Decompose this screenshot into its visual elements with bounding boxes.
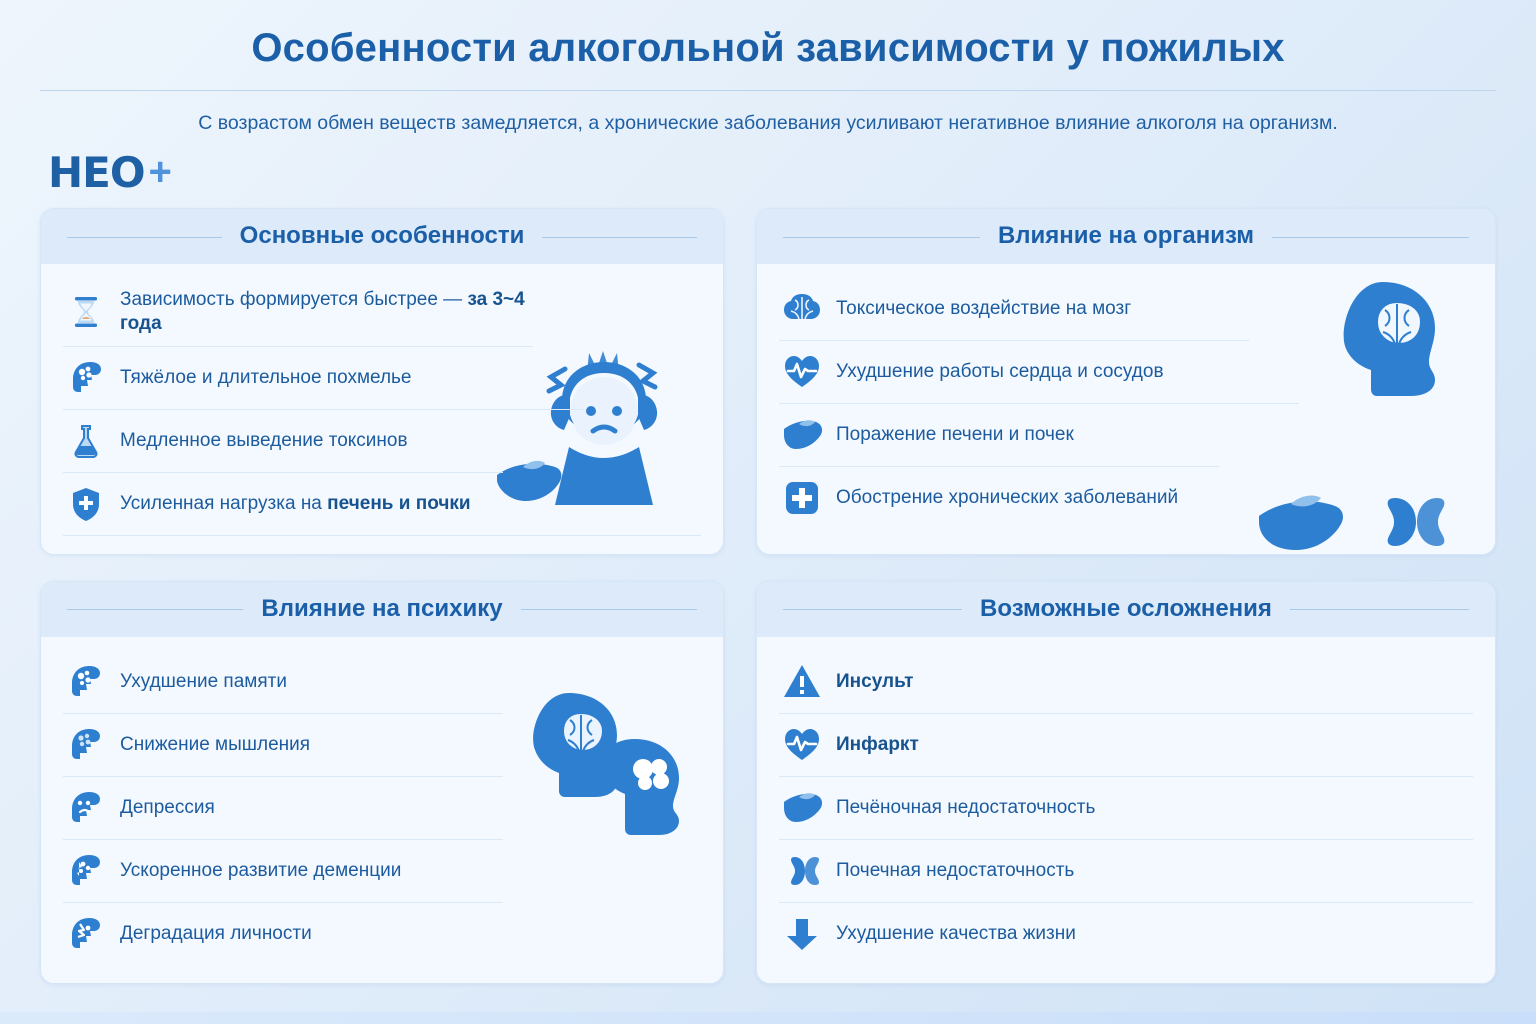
card-main-features (40, 208, 724, 555)
logo-plus-icon: + (148, 150, 172, 194)
list-item-label: Усиленная нагрузка на печень и почки (120, 492, 471, 514)
head-memory-icon (65, 661, 107, 703)
warning-triangle-icon (781, 661, 823, 703)
list-item-label: Зависимость формируется быстрее — за 3~4 года (120, 289, 525, 334)
footer-strip (0, 1012, 1536, 1024)
list-item (63, 777, 503, 840)
card-header (757, 209, 1495, 264)
card-body (757, 637, 1495, 983)
list-item-label: Медленное выведение токсинов (120, 429, 408, 451)
two-heads-illustration (517, 687, 707, 882)
card-body (41, 264, 723, 554)
card-title: Влияние на психику (243, 595, 520, 623)
card-header (41, 209, 723, 264)
list-item-label: Обострение хронических заболеваний (836, 487, 1179, 509)
list-item (779, 404, 1219, 467)
flask-icon (65, 420, 107, 462)
list-item-label: Поражение печени и почек (836, 424, 1074, 446)
list-item-label: Токсическое воздействие на мозг (836, 298, 1132, 320)
brand-logo (48, 148, 172, 197)
kidneys-icon (781, 850, 823, 892)
list-item (779, 777, 1473, 840)
list-item (779, 903, 1473, 965)
brain-icon (781, 288, 823, 330)
list-item-label: Ухудшение памяти (120, 670, 287, 692)
list-item (63, 473, 701, 536)
page-header (0, 0, 1536, 138)
card-complications (756, 581, 1496, 984)
head-thinking-icon (65, 724, 107, 766)
list-item-label: Тяжёлое и длительное похмелье (120, 366, 412, 388)
list-item-label: Инсульт (836, 670, 914, 692)
card-psyche-impact (40, 581, 724, 984)
list-item (63, 347, 583, 410)
list-item (63, 714, 503, 777)
list-item (779, 840, 1473, 903)
page-subtitle: С возрастом обмен веществ замедляется, а хронические заболевания усиливают негативное влияние алкоголя на организм. (198, 112, 1338, 134)
list-item-label: Снижение мышления (120, 733, 311, 755)
list-item (779, 467, 1473, 529)
list-item-label: Почечная недостаточность (836, 859, 1075, 881)
list-item (779, 714, 1473, 777)
card-title: Возможные осложнения (962, 595, 1290, 623)
card-title: Влияние на организм (980, 222, 1272, 250)
list-item (63, 410, 503, 473)
list-item (63, 903, 503, 965)
hourglass-icon (65, 291, 107, 333)
heart-pulse-icon (781, 724, 823, 766)
card-header (757, 582, 1495, 637)
liver-icon (781, 414, 823, 456)
page-title: Особенности алкогольной зависимости у пожилых (251, 26, 1285, 70)
card-body-impact (756, 208, 1496, 555)
list-item-label: Ускоренное развитие деменции (120, 859, 402, 881)
list-item-label: Ухудшение работы сердца и сосудов (836, 361, 1164, 383)
list-item (779, 341, 1299, 404)
card-title: Основные особенности (222, 222, 543, 250)
list-item (63, 278, 533, 347)
head-brain-illustration (1323, 274, 1473, 429)
head-dementia-icon (65, 850, 107, 892)
list-item (779, 651, 1473, 714)
head-sad-icon (65, 787, 107, 829)
card-header (41, 582, 723, 637)
down-arrow-icon (781, 913, 823, 955)
list-item (779, 278, 1249, 341)
list-item-label: Печёночная недостаточность (836, 796, 1096, 818)
heart-pulse-icon (781, 351, 823, 393)
list-item-label: Деградация личности (120, 922, 312, 944)
list-item (63, 840, 503, 903)
logo-text: HEO (48, 148, 145, 197)
card-body (757, 264, 1495, 547)
list-item-label: Депрессия (120, 796, 215, 818)
shield-cross-icon (65, 483, 107, 525)
list-item (63, 651, 503, 714)
list-item-label: Инфаркт (836, 733, 919, 755)
header-divider (40, 90, 1496, 91)
cross-badge-icon (781, 477, 823, 519)
head-hangover-icon (65, 357, 107, 399)
list-item-label: Ухудшение качества жизни (836, 922, 1076, 944)
card-body (41, 637, 723, 983)
liver-icon (781, 787, 823, 829)
cards-grid (40, 208, 1496, 984)
head-degradation-icon (65, 913, 107, 955)
